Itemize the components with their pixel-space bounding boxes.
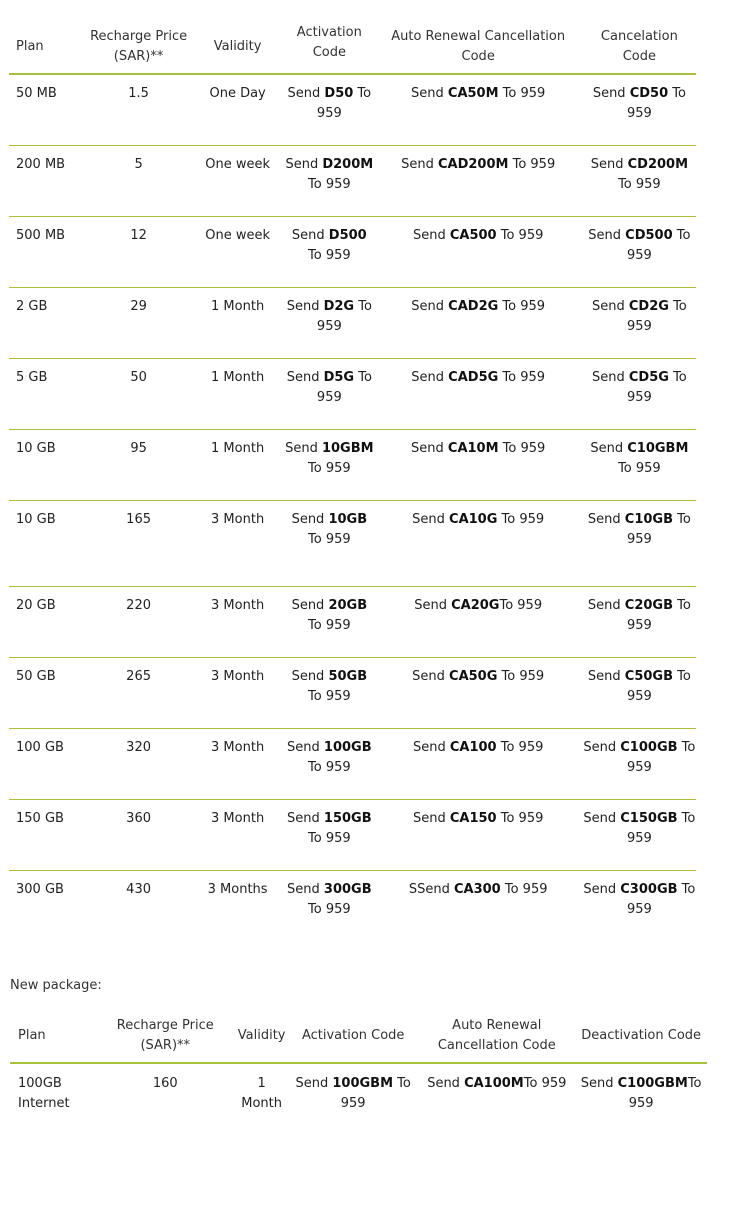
header-plan: Plan bbox=[10, 1009, 95, 1063]
code-prefix: Send bbox=[592, 298, 629, 314]
cell-auto-renewal bbox=[418, 1063, 575, 1114]
cell-deactivation bbox=[575, 1063, 707, 1114]
cell-activation bbox=[285, 74, 373, 145]
cancelation-code: C10GB bbox=[624, 511, 674, 527]
header-activation: Activation Code bbox=[285, 20, 373, 74]
code-prefix: Send bbox=[590, 440, 628, 456]
cell-cancelation bbox=[583, 216, 696, 287]
cancelation-code: C150GB bbox=[620, 810, 678, 826]
code-prefix: Send bbox=[291, 227, 329, 243]
cell-plan: 20 GB bbox=[9, 586, 87, 657]
cell-price: 1.5 bbox=[87, 74, 190, 145]
code-prefix: Send bbox=[291, 597, 329, 613]
activation-code: D2G bbox=[323, 298, 355, 314]
cell-auto-renewal bbox=[374, 429, 583, 500]
new-package-table bbox=[10, 1009, 707, 1114]
cell-cancelation bbox=[583, 74, 696, 145]
code-prefix: Send bbox=[411, 369, 449, 385]
code-prefix: Send bbox=[587, 668, 625, 684]
code-prefix: Send bbox=[592, 86, 630, 101]
code-suffix: To 959 bbox=[496, 810, 544, 826]
code-suffix: To 959 bbox=[498, 86, 546, 101]
auto-renewal-code: CA20G bbox=[451, 597, 500, 613]
cell-activation bbox=[285, 870, 373, 941]
code-suffix: To 959 bbox=[523, 1076, 567, 1091]
code-prefix: Send bbox=[588, 227, 626, 243]
header-validity: Validity bbox=[190, 20, 285, 74]
table-row bbox=[9, 500, 696, 586]
cell-plan: 100GB Internet bbox=[18, 1076, 70, 1111]
code-suffix: To 959 bbox=[626, 739, 696, 775]
code-prefix: Send bbox=[412, 739, 450, 755]
cell-auto-renewal bbox=[374, 74, 583, 145]
cell-auto-renewal bbox=[374, 500, 583, 586]
cancelation-code: C10GBM bbox=[627, 440, 689, 456]
activation-code: 100GBM bbox=[332, 1076, 394, 1091]
cell-cancelation bbox=[583, 799, 696, 870]
code-suffix: To 959 bbox=[308, 176, 351, 192]
cell-activation bbox=[285, 657, 373, 728]
auto-renewal-code: CAD2G bbox=[448, 298, 499, 314]
code-suffix: To 959 bbox=[500, 881, 548, 897]
activation-code: 150GB bbox=[323, 810, 372, 826]
cell-validity: 1 Month bbox=[190, 429, 285, 500]
code-prefix: Send bbox=[285, 156, 323, 172]
code-suffix: To 959 bbox=[626, 668, 691, 704]
cell-activation bbox=[285, 287, 373, 358]
cell-plan: 500 MB bbox=[9, 216, 87, 287]
auto-renewal-code: CAD5G bbox=[448, 369, 499, 385]
code-prefix: Send bbox=[411, 86, 448, 101]
code-prefix: SSend bbox=[408, 881, 454, 897]
cell-validity: One week bbox=[190, 145, 285, 216]
code-suffix: To 959 bbox=[308, 531, 351, 547]
auto-renewal-code: CA100 bbox=[449, 739, 497, 755]
activation-code: D200M bbox=[322, 156, 374, 172]
code-suffix: To 959 bbox=[626, 597, 691, 633]
cell-cancelation bbox=[583, 500, 696, 586]
code-prefix: Send bbox=[583, 881, 621, 897]
code-suffix: To 959 bbox=[316, 298, 372, 334]
code-suffix: To 959 bbox=[308, 688, 351, 704]
cell-activation bbox=[285, 799, 373, 870]
cell-cancelation bbox=[583, 586, 696, 657]
auto-renewal-code: CA50M bbox=[447, 86, 499, 101]
code-suffix: To 959 bbox=[626, 86, 686, 121]
code-prefix: Send bbox=[587, 511, 625, 527]
cancelation-code: C100GB bbox=[620, 739, 678, 755]
header-deactivation: Deactivation Code bbox=[575, 1009, 707, 1063]
code-prefix: Send bbox=[291, 511, 329, 527]
cell-validity: 3 Months bbox=[207, 881, 268, 897]
code-suffix: To 959 bbox=[626, 881, 696, 917]
activation-code: D5G bbox=[323, 369, 355, 385]
cell-auto-renewal bbox=[374, 657, 583, 728]
header-validity: Validity bbox=[235, 1009, 288, 1063]
table-row bbox=[9, 74, 696, 145]
cell-validity: 1 Month bbox=[190, 287, 285, 358]
code-suffix: To 959 bbox=[340, 1076, 411, 1111]
deactivation-code: C100GBM bbox=[617, 1076, 688, 1091]
table-row bbox=[9, 429, 696, 500]
cell-activation bbox=[285, 429, 373, 500]
auto-renewal-code: CA10G bbox=[449, 511, 498, 527]
code-prefix: Send bbox=[427, 1076, 465, 1091]
table-header-row bbox=[9, 20, 696, 74]
activation-code: 300GB bbox=[323, 881, 372, 897]
cell-activation bbox=[285, 145, 373, 216]
activation-code: D500 bbox=[328, 227, 367, 243]
cell-price: 165 bbox=[87, 500, 190, 586]
code-prefix: Send bbox=[583, 739, 621, 755]
code-prefix: Send bbox=[287, 881, 324, 897]
cell-activation bbox=[285, 216, 373, 287]
header-auto-renewal: Auto Renewal Cancellation Code bbox=[374, 20, 583, 74]
code-prefix: Send bbox=[295, 1076, 333, 1091]
cell-auto-renewal bbox=[374, 358, 583, 429]
cell-plan: 10 GB bbox=[9, 500, 87, 586]
code-suffix: To 959 bbox=[497, 511, 545, 527]
cell-activation bbox=[285, 586, 373, 657]
auto-renewal-code: CAD200M bbox=[437, 156, 509, 172]
cell-price: 12 bbox=[87, 216, 190, 287]
auto-renewal-code: CA10M bbox=[447, 440, 499, 456]
cell-cancelation bbox=[583, 870, 696, 941]
code-suffix: To 959 bbox=[308, 830, 351, 846]
code-suffix: To 959 bbox=[626, 298, 687, 334]
code-prefix: Send bbox=[592, 369, 629, 385]
cell-cancelation bbox=[583, 358, 696, 429]
code-prefix: Send bbox=[286, 369, 324, 385]
cell-price: 50 bbox=[87, 358, 190, 429]
code-suffix: To 959 bbox=[497, 668, 545, 684]
code-prefix: Send bbox=[411, 440, 448, 456]
cell-validity: 3 Month bbox=[190, 657, 285, 728]
cell-price: 95 bbox=[87, 429, 190, 500]
cell-validity: 1 Month bbox=[241, 1076, 282, 1111]
code-suffix: To 959 bbox=[508, 156, 556, 172]
code-prefix: Send bbox=[580, 1076, 618, 1091]
table-row bbox=[10, 1063, 707, 1114]
header-auto-renewal: Auto Renewal Cancellation Code bbox=[418, 1009, 575, 1063]
cell-price: 360 bbox=[87, 799, 190, 870]
table-row bbox=[9, 358, 696, 429]
cell-validity: One week bbox=[190, 216, 285, 287]
new-package-label: New package: bbox=[10, 978, 102, 993]
cell-validity: 1 Month bbox=[190, 358, 285, 429]
table-row bbox=[9, 216, 696, 287]
auto-renewal-code: CA50G bbox=[449, 668, 498, 684]
cell-validity: 3 Month bbox=[190, 728, 285, 799]
activation-code: 10GBM bbox=[321, 440, 374, 456]
cell-cancelation bbox=[583, 728, 696, 799]
code-suffix: To 959 bbox=[308, 901, 351, 917]
cell-plan: 100 GB bbox=[9, 728, 87, 799]
auto-renewal-code: CA150 bbox=[449, 810, 497, 826]
code-prefix: Send bbox=[590, 156, 628, 172]
code-suffix: To 959 bbox=[496, 227, 544, 243]
code-suffix: To 959 bbox=[499, 597, 543, 613]
code-prefix: Send bbox=[412, 227, 450, 243]
cell-validity: 3 Month bbox=[190, 799, 285, 870]
code-prefix: Send bbox=[287, 86, 325, 101]
cancelation-code: CD500 bbox=[625, 227, 673, 243]
cell-cancelation bbox=[583, 657, 696, 728]
activation-code: 20GB bbox=[328, 597, 368, 613]
code-prefix: Send bbox=[287, 739, 324, 755]
header-price: Recharge Price (SAR)** bbox=[87, 20, 190, 74]
code-suffix: To 959 bbox=[618, 176, 661, 192]
cell-activation bbox=[285, 728, 373, 799]
header-cancelation: Cancelation Code bbox=[583, 20, 696, 74]
code-suffix: To 959 bbox=[308, 247, 351, 263]
activation-code: D50 bbox=[324, 86, 354, 101]
cell-cancelation bbox=[583, 145, 696, 216]
code-suffix: To 959 bbox=[626, 369, 687, 405]
cell-auto-renewal bbox=[374, 216, 583, 287]
table-row bbox=[9, 145, 696, 216]
activation-code: 50GB bbox=[328, 668, 368, 684]
code-suffix: To 959 bbox=[316, 369, 372, 405]
code-prefix: Send bbox=[411, 298, 449, 314]
cell-plan: 2 GB bbox=[9, 287, 87, 358]
cancelation-code: C20GB bbox=[624, 597, 674, 613]
code-suffix: To 959 bbox=[628, 1076, 702, 1111]
code-prefix: Send bbox=[412, 511, 450, 527]
cell-plan: 150 GB bbox=[9, 799, 87, 870]
code-prefix: Send bbox=[412, 810, 450, 826]
code-suffix: To 959 bbox=[316, 86, 372, 121]
table-row bbox=[9, 728, 696, 799]
code-prefix: Send bbox=[291, 668, 329, 684]
cell-auto-renewal bbox=[374, 287, 583, 358]
cell-plan: 200 MB bbox=[9, 145, 87, 216]
code-prefix: Send bbox=[414, 597, 452, 613]
cell-price: 29 bbox=[87, 287, 190, 358]
code-suffix: To 959 bbox=[618, 460, 661, 476]
cell-price: 220 bbox=[87, 586, 190, 657]
cell-auto-renewal bbox=[374, 586, 583, 657]
code-suffix: To 959 bbox=[498, 298, 546, 314]
cell-price: 5 bbox=[87, 145, 190, 216]
code-suffix: To 959 bbox=[626, 227, 691, 263]
cell-auto-renewal bbox=[374, 799, 583, 870]
code-prefix: Send bbox=[401, 156, 438, 172]
code-prefix: Send bbox=[412, 668, 450, 684]
cell-activation bbox=[285, 500, 373, 586]
header-plan: Plan bbox=[9, 20, 87, 74]
table-row bbox=[9, 287, 696, 358]
table-row bbox=[9, 657, 696, 728]
table-row bbox=[9, 586, 696, 657]
cell-activation bbox=[285, 358, 373, 429]
cell-plan: 300 GB bbox=[16, 881, 64, 897]
cancelation-code: C50GB bbox=[624, 668, 674, 684]
activation-code: 100GB bbox=[323, 739, 372, 755]
table-row bbox=[9, 870, 696, 941]
code-suffix: To 959 bbox=[496, 739, 544, 755]
cancelation-code: CD200M bbox=[627, 156, 689, 172]
cell-validity: 3 Month bbox=[190, 500, 285, 586]
code-suffix: To 959 bbox=[308, 759, 351, 775]
cancelation-code: CD50 bbox=[629, 86, 669, 101]
header-activation: Activation Code bbox=[288, 1009, 418, 1063]
cell-plan: 5 GB bbox=[9, 358, 87, 429]
cell-plan: 10 GB bbox=[9, 429, 87, 500]
cell-activation bbox=[288, 1063, 418, 1114]
cancelation-code: C300GB bbox=[620, 881, 678, 897]
cell-validity: One Day bbox=[190, 74, 285, 145]
header-price: Recharge Price (SAR)** bbox=[95, 1009, 235, 1063]
auto-renewal-code: CA300 bbox=[453, 881, 501, 897]
cell-validity: 3 Month bbox=[190, 586, 285, 657]
cell-price: 320 bbox=[87, 728, 190, 799]
auto-renewal-code: CA100M bbox=[464, 1076, 524, 1091]
code-prefix: Send bbox=[286, 298, 324, 314]
code-prefix: Send bbox=[285, 440, 322, 456]
cell-cancelation bbox=[583, 429, 696, 500]
table-row bbox=[9, 799, 696, 870]
cell-auto-renewal bbox=[374, 145, 583, 216]
code-suffix: To 959 bbox=[498, 440, 546, 456]
code-suffix: To 959 bbox=[308, 617, 351, 633]
code-suffix: To 959 bbox=[626, 511, 691, 547]
code-prefix: Send bbox=[587, 597, 625, 613]
data-plans-table bbox=[9, 20, 696, 941]
cell-price: 160 bbox=[152, 1076, 178, 1091]
cancelation-code: CD5G bbox=[628, 369, 669, 385]
table-header-row bbox=[10, 1009, 707, 1063]
activation-code: 10GB bbox=[328, 511, 368, 527]
cancelation-code: CD2G bbox=[628, 298, 669, 314]
cell-price: 265 bbox=[87, 657, 190, 728]
code-suffix: To 959 bbox=[308, 460, 351, 476]
cell-auto-renewal bbox=[374, 870, 583, 941]
cell-price: 430 bbox=[126, 881, 151, 897]
cell-plan: 50 MB bbox=[9, 74, 87, 145]
code-prefix: Send bbox=[287, 810, 324, 826]
auto-renewal-code: CA500 bbox=[449, 227, 497, 243]
code-prefix: Send bbox=[583, 810, 621, 826]
code-suffix: To 959 bbox=[626, 810, 696, 846]
cell-plan: 50 GB bbox=[9, 657, 87, 728]
cell-auto-renewal bbox=[374, 728, 583, 799]
code-suffix: To 959 bbox=[498, 369, 546, 385]
cell-cancelation bbox=[583, 287, 696, 358]
